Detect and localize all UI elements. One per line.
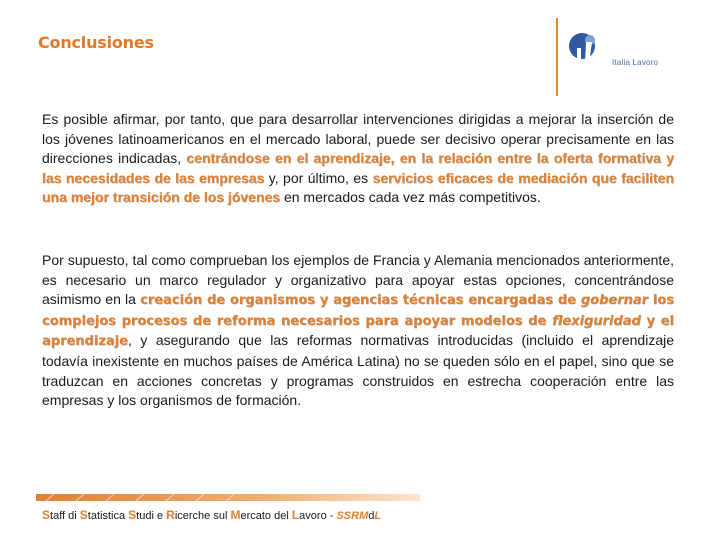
paragraph-1-text-b: y, por último, es	[264, 169, 373, 186]
footer-cap-s: S	[42, 508, 51, 522]
paragraph-1-text-a: Es posible afirmar, por tanto, que para desarrollar intervenciones dirigidas a mejorar la inserción de los jóvenes latinoamericanos en el mercado laboral, puede ser decisivo operar precisamente en las direcciones indicadas,	[42, 111, 674, 167]
logo-text: Italia Lavoro	[612, 58, 659, 67]
footer-brand-sep: d	[368, 510, 375, 522]
paragraph-1-highlight-a: centrándose en el aprendizaje, en la relación entre la oferta formativa y las necesidades de las empresas	[42, 150, 674, 186]
footer-text-mercato: ercato del	[240, 510, 292, 522]
footer-cap-statistica: S	[79, 508, 88, 522]
paragraph-1-text-c: en mercados cada vez más competitivos.	[280, 189, 541, 206]
footer-text-statistica: tatistica	[87, 510, 129, 522]
footer-text-ricerche: icerche sul	[174, 510, 231, 522]
paragraph-2-highlight-italic-a: gobernar	[580, 293, 649, 309]
footer-text-staff: taff di	[50, 510, 80, 522]
footer-credit	[42, 508, 381, 522]
footer-cap-mercato: M	[230, 508, 241, 522]
header-divider	[556, 18, 558, 96]
footer-decorative-bar	[36, 494, 420, 501]
footer-brand-b: L	[374, 510, 382, 522]
paragraph-2	[42, 251, 674, 411]
paragraph-2-text-a: Por supuesto, tal como comprueban los ejemplos de Francia y Alemania mencionados anteriormente, es necesario un marco regulador y organizativo para apoyar estas opciones, concentrándose asimismo en la	[42, 252, 674, 308]
footer-cap-studi: S	[128, 508, 137, 522]
paragraph-1	[42, 110, 674, 208]
italia-lavoro-logo	[566, 26, 686, 76]
paragraph-2-text-b: , y asegurando que las reformas normativas introducidas (incluido el aprendizaje todavía inexistente en muchos países de América Latina) no se queden sólo en el papel, sino que se traduzcan en acciones concretas y programas construidos en estrecha cooperación entre las empresas y los organismos de formación.	[42, 332, 674, 409]
paragraph-2-highlight-b: los complejos procesos de reforma necesarios para apoyar modelos de	[42, 293, 674, 329]
page-title: Conclusiones	[38, 33, 154, 52]
footer-text-lavoro: avoro -	[299, 510, 337, 522]
paragraph-2-highlight-c: y el aprendizaje	[42, 313, 674, 350]
footer-brand-a: SSRM	[336, 510, 369, 522]
footer-cap-lavoro: L	[291, 508, 300, 522]
footer-brand	[336, 510, 381, 522]
footer-text-studi: tudi e	[136, 510, 167, 522]
footer-cap-ricerche: R	[166, 508, 175, 522]
paragraph-2-highlight-a: creación de organismos y agencias técnicas encargadas de	[140, 293, 581, 309]
paragraph-2-highlight-italic-b: flexiguridad	[552, 313, 641, 329]
paragraph-1-highlight-b: servicios eficaces de mediación que faciliten una mejor transición de los jóvenes	[42, 169, 674, 206]
